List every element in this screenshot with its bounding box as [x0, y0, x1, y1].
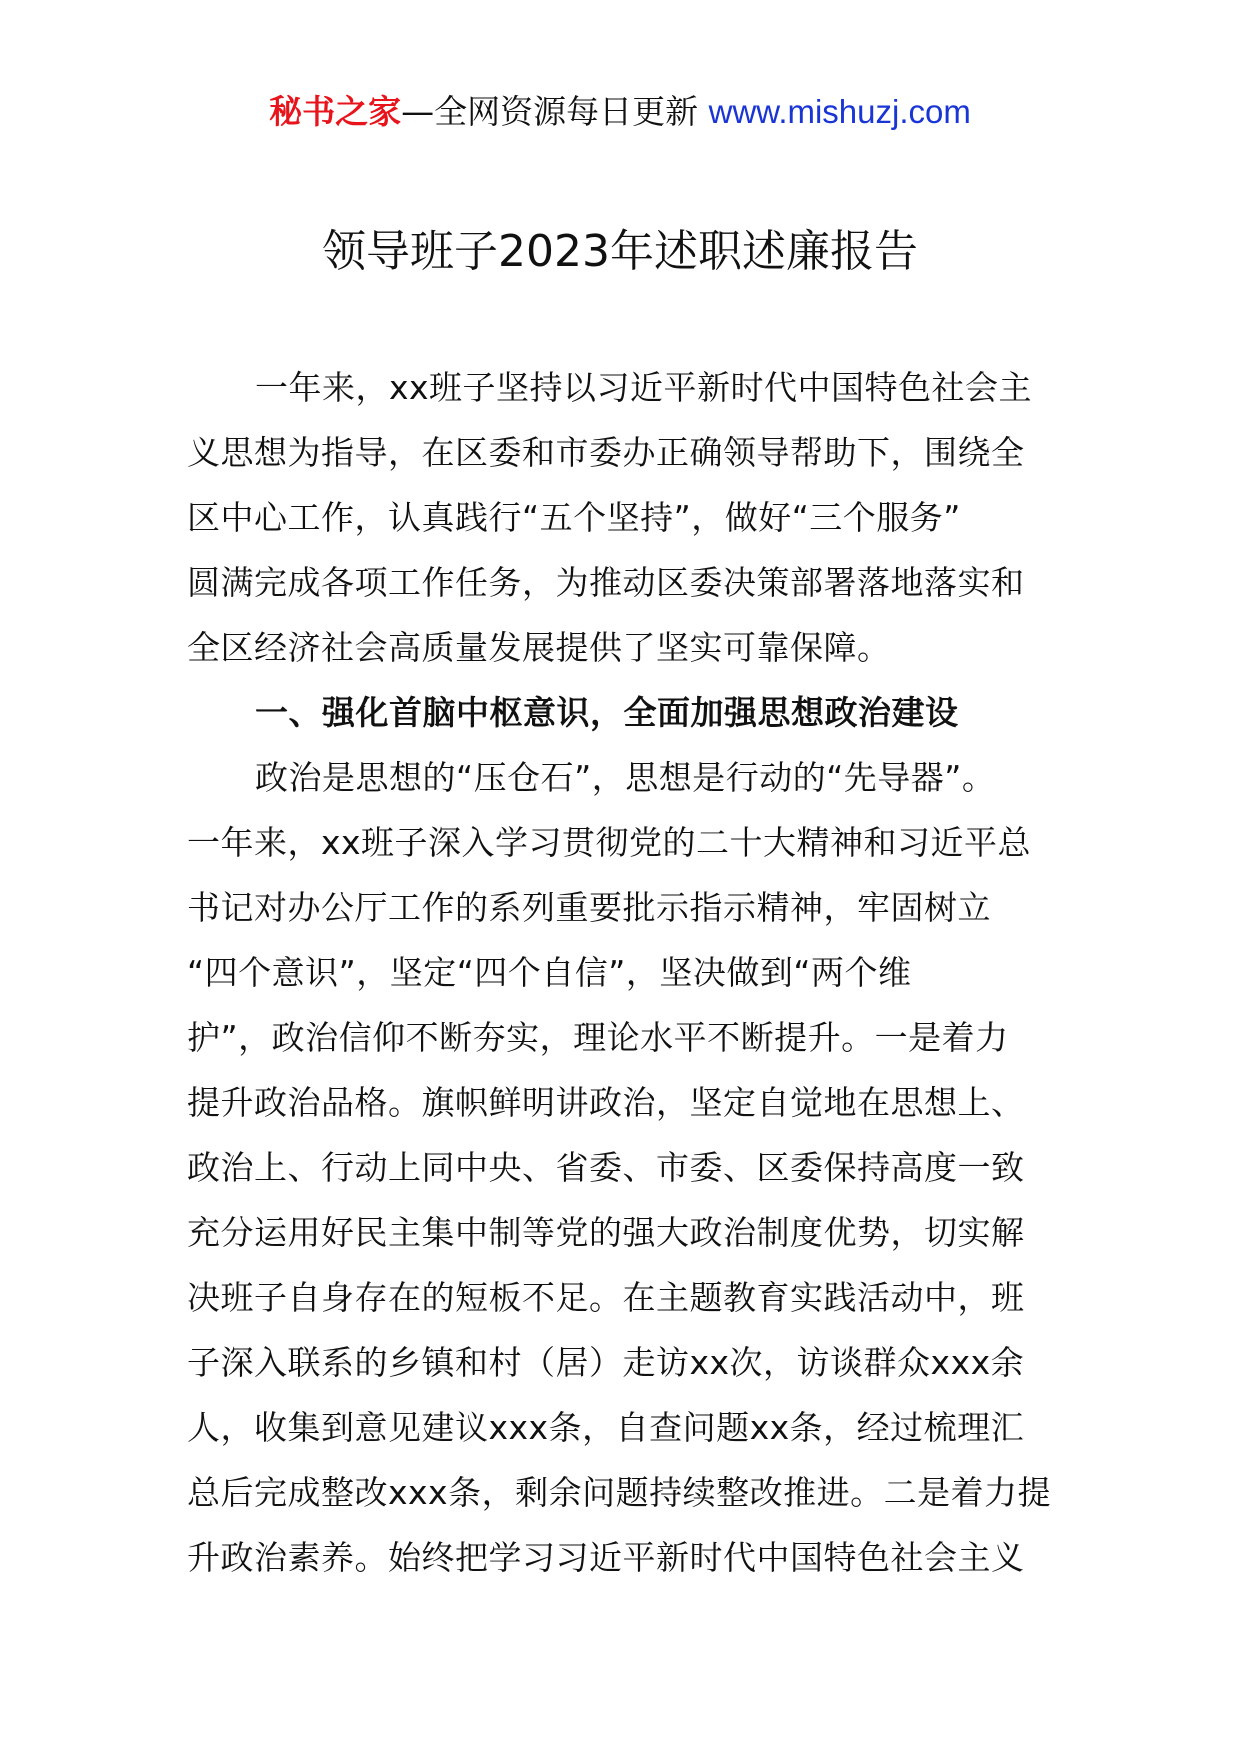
site-url-link[interactable]: www.mishuzj.com [708, 93, 971, 130]
text-line: 义思想为指导，在区委和市委办正确领导帮助下，围绕全 [187, 433, 1025, 472]
heading-line: 一、强化首脑中枢意识，全面加强思想政治建设 [255, 693, 959, 732]
section-heading [187, 680, 1067, 745]
brand-name: 秘书之家 [269, 92, 402, 131]
text-line: 升政治素养。始终把学习习近平新时代中国特色社会主义 [187, 1538, 1025, 1577]
text-line: 提升政治品格。旗帜鲜明讲政治，坚定自觉地在思想上、 [187, 1083, 1025, 1122]
paragraph-political [187, 745, 1067, 1590]
document-body [187, 355, 1067, 1590]
header-banner [0, 92, 1240, 132]
text-line: 政治是思想的“压仓石”，思想是行动的“先导器”。 [255, 758, 996, 797]
text-line: “四个意识”，坚定“四个自信”，坚决做到“两个维 [187, 953, 912, 992]
text-line: 区中心工作，认真践行“五个坚持”，做好“三个服务” [187, 498, 961, 537]
document-title: 领导班子2023年述职述廉报告 [322, 226, 918, 277]
text-line: 决班子自身存在的短板不足。在主题教育实践活动中，班 [187, 1278, 1025, 1317]
text-line: 圆满完成各项工作任务，为推动区委决策部署落地落实和 [187, 563, 1025, 602]
text-line: 政治上、行动上同中央、省委、市委、区委保持高度一致 [187, 1148, 1025, 1187]
text-line: 一年来，xx班子坚持以习近平新时代中国特色社会主 [255, 368, 1033, 407]
text-line: 充分运用好民主集中制等党的强大政治制度优势，切实解 [187, 1213, 1025, 1252]
text-line: 一年来，xx班子深入学习贯彻党的二十大精神和习近平总 [187, 823, 1032, 862]
text-line: 子深入联系的乡镇和村（居）走访xx次，访谈群众xxx余 [187, 1343, 1025, 1382]
text-line: 护”，政治信仰不断夯实，理论水平不断提升。一是着力 [187, 1018, 1009, 1057]
text-line: 总后完成整改xxx条，剩余问题持续整改推进。二是着力提 [187, 1473, 1052, 1512]
header-tagline: —全网资源每日更新 [401, 92, 709, 131]
text-line: 书记对办公厅工作的系列重要批示指示精神，牢固树立 [187, 888, 991, 927]
text-line: 全区经济社会高质量发展提供了坚实可靠保障。 [187, 628, 891, 667]
text-line: 人，收集到意见建议xxx条，自查问题xx条，经过梳理汇 [187, 1408, 1025, 1447]
paragraph-intro [187, 355, 1067, 680]
